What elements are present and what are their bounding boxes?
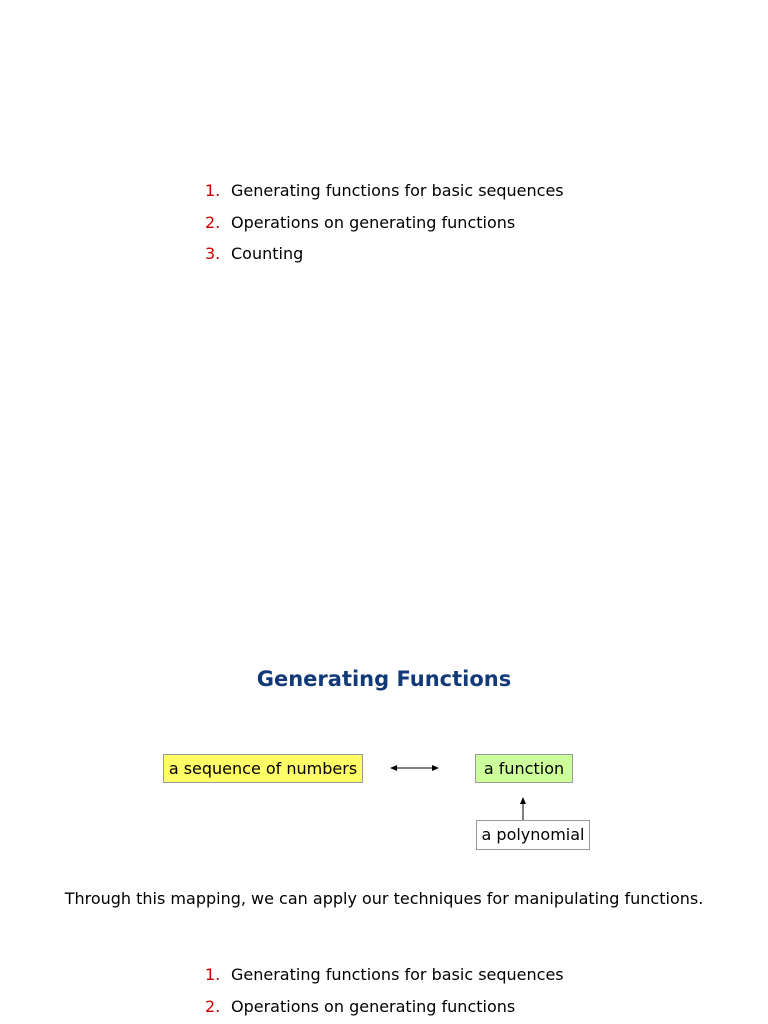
- outline-item-number: 1.: [205, 181, 221, 200]
- outline-item-number: 1.: [205, 965, 221, 984]
- slide-title: Generating Functions: [256, 667, 512, 691]
- outline-item-number: 2.: [205, 996, 221, 1016]
- outline-item-text: Operations on generating functions: [231, 212, 516, 232]
- outline-item: [205, 991, 564, 1023]
- outline-list-bottom: [205, 959, 564, 1022]
- outline-item: [205, 959, 564, 991]
- outline-item-text: Generating functions for basic sequences: [231, 965, 564, 984]
- outline-item-text: Generating functions for basic sequences: [231, 181, 564, 200]
- mapping-note: Through this mapping, we can apply our techniques for manipulating functions.: [64, 889, 704, 908]
- sequence-box: a sequence of numbers: [163, 754, 363, 783]
- outline-item-number: 2.: [205, 212, 221, 232]
- outline-item-text: Operations on generating functions: [231, 996, 516, 1016]
- outline-item-text: Counting: [231, 244, 304, 263]
- double-arrow-icon: [390, 765, 439, 771]
- polynomial-box: a polynomial: [476, 820, 590, 850]
- outline-item-number: 3.: [205, 244, 221, 263]
- up-arrow-icon: [520, 797, 526, 820]
- function-box: a function: [475, 754, 573, 783]
